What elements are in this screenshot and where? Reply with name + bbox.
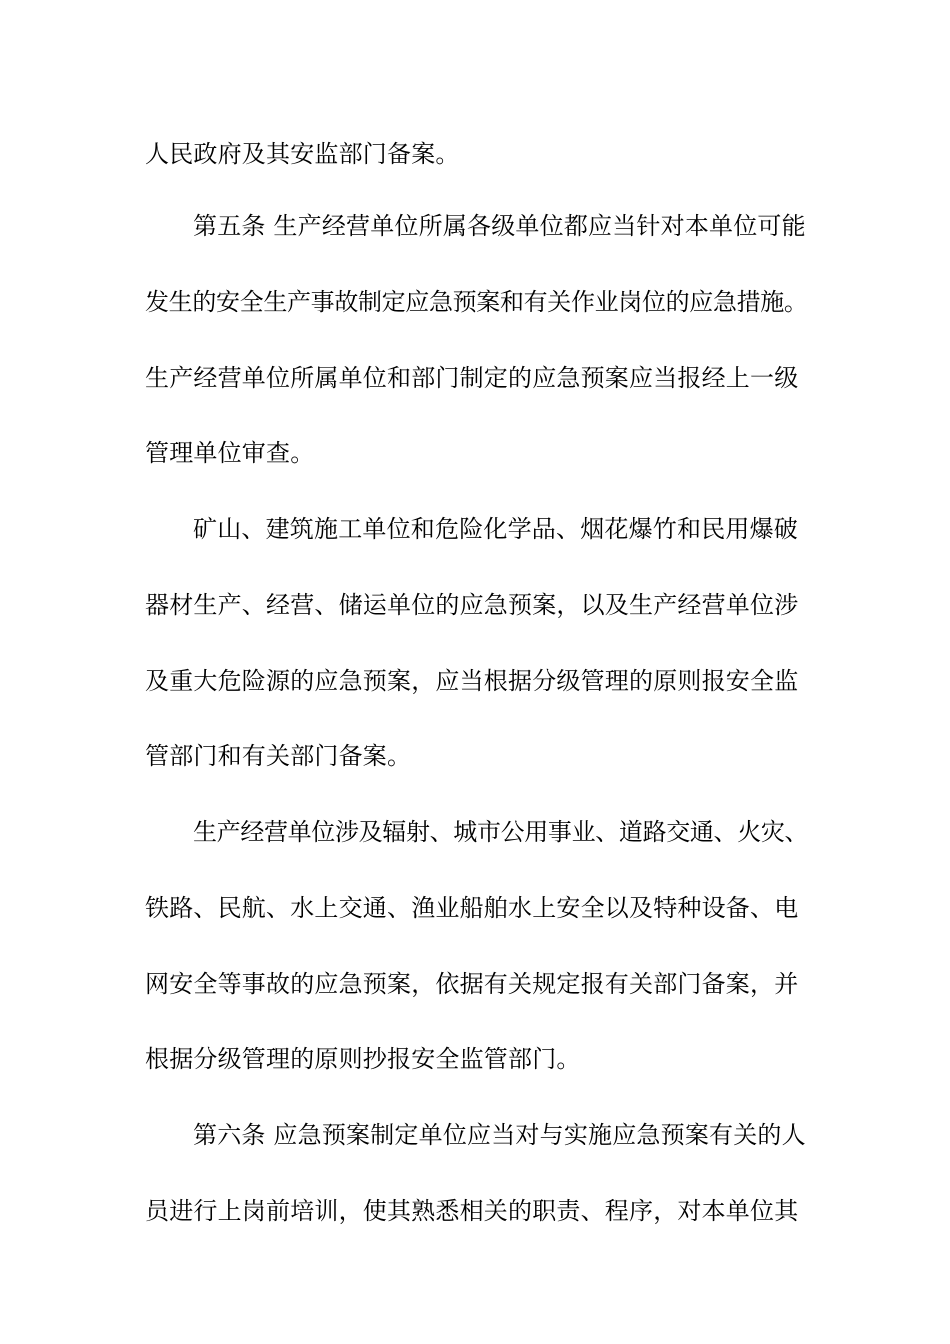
text-line: 根据分级管理的原则抄报安全监管部门。 [145, 1045, 581, 1073]
text-line: 员进行上岗前培训，使其熟悉相关的职责、程序，对本单位其 [145, 1197, 799, 1225]
text-line: 器材生产、经营、储运单位的应急预案，以及生产经营单位涉 [145, 591, 799, 619]
text-line: 生产经营单位所属单位和部门制定的应急预案应当报经上一级 [145, 364, 799, 392]
text-line: 管理单位审查。 [145, 439, 315, 467]
article-6-heading-line: 第六条 应急预案制定单位应当对与实施应急预案有关的人 [193, 1121, 806, 1149]
text-line: 人民政府及其安监部门备案。 [145, 140, 460, 168]
text-line: 铁路、民航、水上交通、渔业船舶水上安全以及特种设备、电 [145, 894, 799, 922]
text-line: 发生的安全生产事故制定应急预案和有关作业岗位的应急措施。 [145, 288, 808, 316]
paragraph-start-line: 生产经营单位涉及辐射、城市公用事业、道路交通、火灾、 [193, 818, 809, 846]
text-line: 网安全等事故的应急预案，依据有关规定报有关部门备案，并 [145, 970, 799, 998]
text-line: 管部门和有关部门备案。 [145, 742, 412, 770]
paragraph-start-line: 矿山、建筑施工单位和危险化学品、烟花爆竹和民用爆破 [193, 515, 798, 543]
article-5-heading-line: 第五条 生产经营单位所属各级单位都应当针对本单位可能 [193, 212, 806, 240]
text-line: 及重大危险源的应急预案，应当根据分级管理的原则报安全监 [145, 667, 799, 695]
